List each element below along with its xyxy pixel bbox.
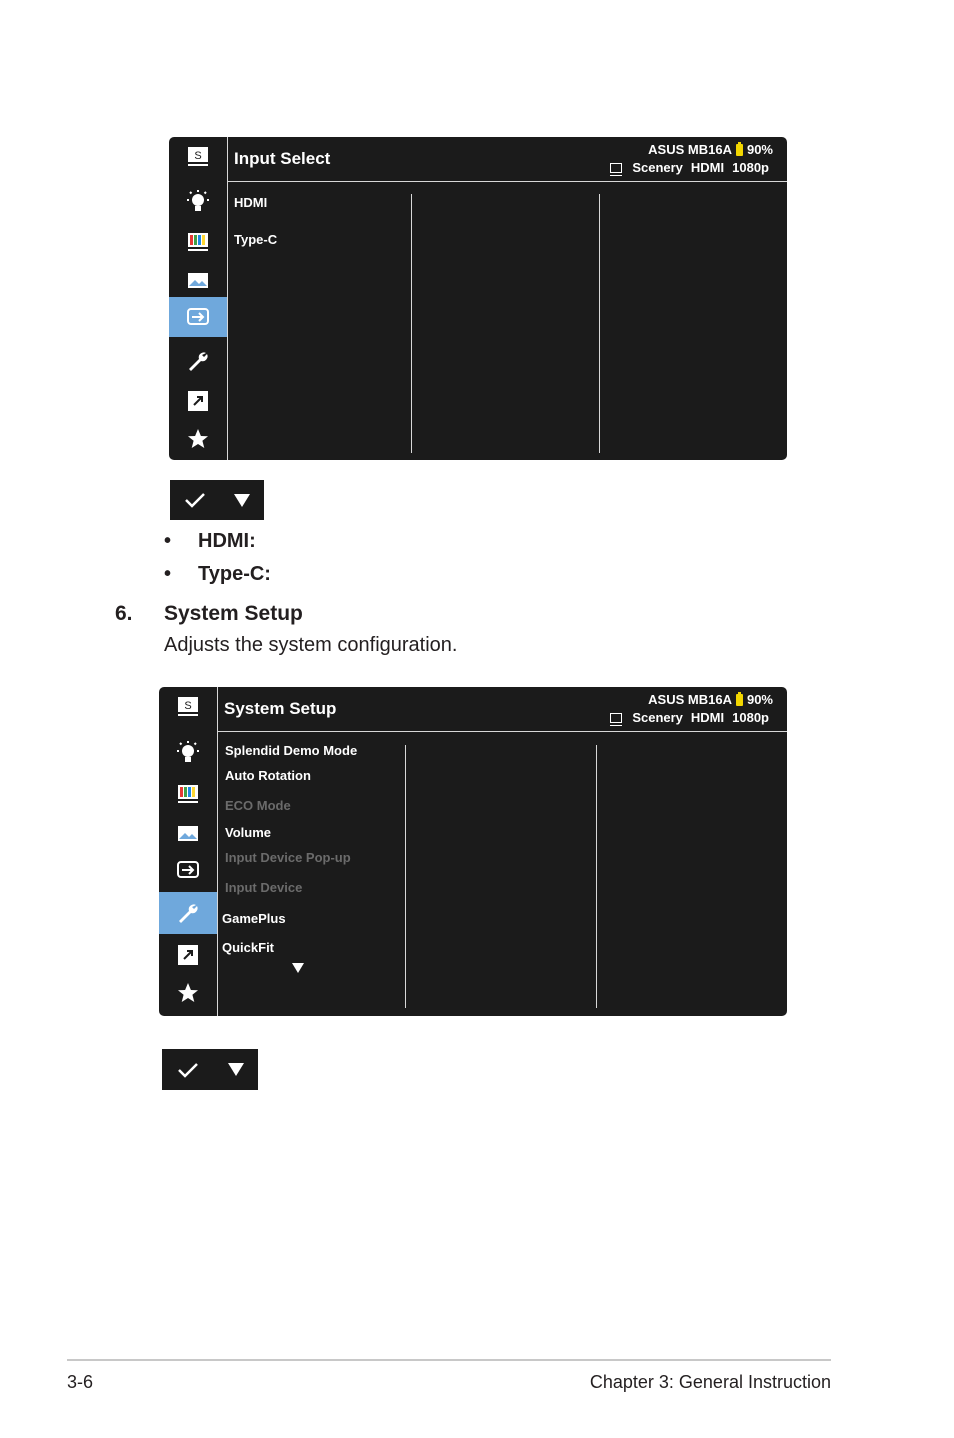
image-icon[interactable] bbox=[169, 261, 227, 301]
section-title: System Setup bbox=[164, 602, 303, 625]
menu-item-splendid-demo-mode[interactable]: Splendid Demo Mode bbox=[225, 743, 358, 758]
favorite-star-icon[interactable] bbox=[159, 973, 217, 1013]
osd-title: Input Select bbox=[234, 149, 331, 168]
splendid-icon[interactable] bbox=[169, 137, 227, 177]
menu-item-volume[interactable]: Volume bbox=[225, 825, 271, 840]
input-select-icon[interactable] bbox=[159, 850, 217, 890]
color-icon[interactable] bbox=[169, 222, 227, 262]
osd-header bbox=[228, 137, 787, 182]
system-setup-icon[interactable] bbox=[169, 341, 227, 381]
menu-item-eco-mode: ECO Mode bbox=[225, 798, 291, 813]
column-divider bbox=[599, 194, 600, 453]
status-input: HDMI bbox=[690, 710, 725, 725]
bullet-mark: • bbox=[164, 563, 172, 585]
status-resolution: 1080p bbox=[732, 710, 769, 725]
status-input: HDMI bbox=[690, 160, 725, 175]
check-icon[interactable] bbox=[177, 1061, 199, 1079]
osd-sidebar bbox=[169, 137, 228, 460]
battery-icon bbox=[736, 144, 743, 156]
osd-key-bar bbox=[170, 480, 264, 520]
bullet-label: HDMI: bbox=[198, 530, 256, 552]
model-info bbox=[648, 142, 773, 157]
splendid-icon[interactable] bbox=[159, 687, 217, 727]
battery-level: 90% bbox=[746, 142, 773, 157]
column-divider bbox=[596, 745, 597, 1008]
system-setup-icon[interactable] bbox=[159, 892, 217, 934]
model-info bbox=[648, 692, 773, 707]
model-name: ASUS MB16A bbox=[648, 142, 732, 157]
osd-input-select bbox=[169, 137, 787, 460]
input-select-icon[interactable] bbox=[169, 297, 227, 337]
page-number: 3-6 bbox=[67, 1372, 94, 1392]
model-name: ASUS MB16A bbox=[648, 692, 732, 707]
osd-system-setup bbox=[159, 687, 787, 1016]
svg-text:S: S bbox=[184, 700, 192, 712]
menu-item-hdmi[interactable]: HDMI bbox=[234, 195, 268, 210]
status-info bbox=[610, 710, 769, 725]
image-icon[interactable] bbox=[159, 814, 217, 854]
osd-sidebar bbox=[159, 687, 218, 1016]
svg-text:S: S bbox=[194, 150, 202, 162]
menu-item-quickfit[interactable]: QuickFit bbox=[222, 940, 275, 955]
shortcut-icon[interactable] bbox=[159, 935, 217, 975]
down-triangle-icon[interactable] bbox=[234, 494, 250, 507]
down-arrow-icon[interactable] bbox=[292, 963, 304, 973]
down-triangle-icon[interactable] bbox=[228, 1063, 244, 1076]
menu-item-type-c[interactable]: Type-C bbox=[234, 232, 278, 247]
check-icon[interactable] bbox=[184, 491, 206, 509]
section-description: Adjusts the system configuration. bbox=[164, 634, 458, 656]
bullet-mark: • bbox=[164, 530, 172, 552]
shortcut-icon[interactable] bbox=[169, 381, 227, 421]
bullet-label: Type-C: bbox=[198, 563, 271, 585]
battery-icon bbox=[736, 694, 743, 706]
status-mode: Scenery bbox=[632, 160, 683, 175]
bullet-hdmi bbox=[164, 530, 256, 553]
menu-item-gameplus[interactable]: GamePlus bbox=[222, 911, 286, 926]
status-mode: Scenery bbox=[632, 710, 683, 725]
column-divider bbox=[405, 745, 406, 1008]
column-divider bbox=[411, 194, 412, 453]
osd-header bbox=[218, 687, 787, 732]
color-icon[interactable] bbox=[159, 774, 217, 814]
favorite-star-icon[interactable] bbox=[169, 419, 227, 459]
status-resolution: 1080p bbox=[732, 160, 769, 175]
section-number: 6. bbox=[115, 602, 133, 625]
bullet-type-c bbox=[164, 563, 271, 586]
osd-title: System Setup bbox=[224, 699, 337, 718]
menu-item-input-device-popup: Input Device Pop-up bbox=[225, 850, 351, 865]
brightness-icon[interactable] bbox=[159, 733, 217, 773]
menu-item-auto-rotation[interactable]: Auto Rotation bbox=[225, 768, 311, 783]
battery-level: 90% bbox=[746, 692, 773, 707]
monitor-icon bbox=[610, 163, 622, 173]
chapter-title: Chapter 3: General Instruction bbox=[589, 1372, 831, 1392]
osd-key-bar bbox=[162, 1049, 258, 1090]
brightness-icon[interactable] bbox=[169, 182, 227, 222]
footer-divider bbox=[67, 1359, 831, 1361]
monitor-icon bbox=[610, 713, 622, 723]
status-info bbox=[610, 160, 769, 175]
menu-item-input-device: Input Device bbox=[225, 880, 303, 895]
